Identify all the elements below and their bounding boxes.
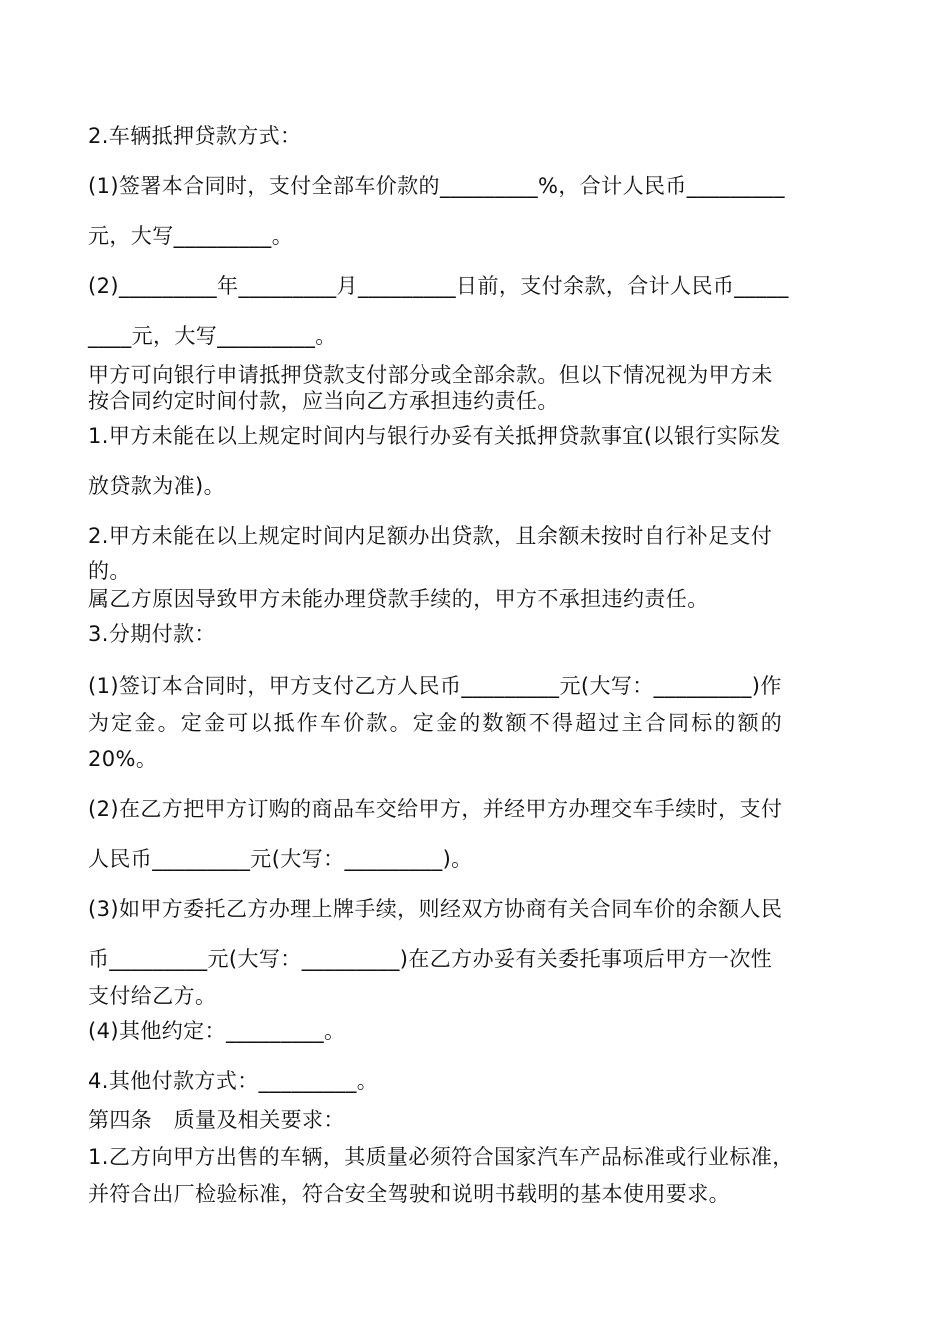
article-heading: 第四条 质量及相关要求：: [88, 1108, 345, 1132]
paragraph-line: 并符合出厂检验标准，符合安全驾驶和说明书载明的基本使用要求。: [88, 1182, 730, 1206]
paragraph-line: 2.甲方未能在以上规定时间内足额办出贷款，且余额未按时自行补足支付: [88, 524, 773, 548]
paragraph-line: (1)签署本合同时，支付全部车价款的_________%，合计人民币_________: [88, 174, 785, 198]
paragraph-line: (4)其他约定：_________。: [88, 1019, 346, 1043]
paragraph-line: (2)_________年_________月_________日前，支付余款，合计人民币_____: [88, 274, 789, 298]
paragraph-line: (1)签订本合同时，甲方支付乙方人民币_________元(大写：_________)作: [88, 674, 782, 698]
paragraph-line: 元，大写_________。: [88, 224, 294, 248]
paragraph-line: ____元，大写_________。: [88, 324, 337, 348]
section-heading: 4.其他付款方式：_________。: [88, 1069, 379, 1093]
paragraph-line: 币_________元(大写：_________)在乙方办妥有关委托事项后甲方一次性: [88, 947, 773, 971]
paragraph-line: 1.甲方未能在以上规定时间内与银行办妥有关抵押贷款事宜(以银行实际发: [88, 424, 781, 448]
paragraph-line: 20%。: [88, 747, 158, 771]
paragraph-line: 人民币_________元(大写：_________)。: [88, 847, 473, 871]
paragraph-line: 支付给乙方。: [88, 984, 217, 1008]
paragraph-line: 甲方可向银行申请抵押贷款支付部分或全部余款。但以下情况视为甲方未: [88, 363, 773, 387]
paragraph-line: 为定金。定金可以抵作车价款。定金的数额不得超过主合同标的额的: [88, 711, 784, 735]
paragraph-line: 按合同约定时间付款，应当向乙方承担违约责任。: [88, 389, 559, 413]
section-heading: 2.车辆抵押贷款方式：: [88, 124, 302, 148]
paragraph-line: 1.乙方向甲方出售的车辆，其质量必须符合国家汽车产品标准或行业标准，: [88, 1145, 794, 1169]
paragraph-line: 放贷款为准)。: [88, 474, 225, 498]
paragraph-line: 属乙方原因导致甲方未能办理贷款手续的，甲方不承担违约责任。: [88, 587, 709, 611]
paragraph-line: (3)如甲方委托乙方办理上牌手续，则经双方协商有关合同车价的余额人民: [88, 897, 783, 921]
paragraph-line: (2)在乙方把甲方订购的商品车交给甲方，并经甲方办理交车手续时，支付: [88, 797, 783, 821]
paragraph-line: 的。: [88, 559, 131, 583]
section-heading: 3.分期付款：: [88, 622, 216, 646]
